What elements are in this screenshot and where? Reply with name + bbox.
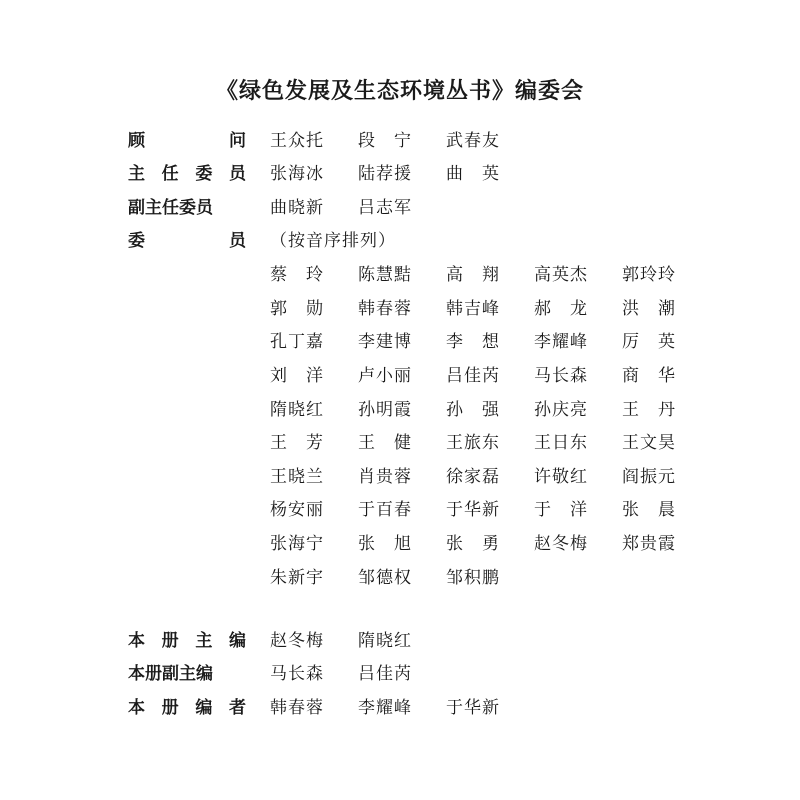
person-name: 马长森 [270,664,324,684]
member-name: 卢小丽 [358,366,412,387]
role-label: 顾 问 [128,131,246,151]
member-name: 于百春 [358,500,412,521]
member-name: 张 旭 [358,534,412,555]
member-row [270,558,710,592]
person-name: 武春友 [446,131,500,151]
member-name: 赵冬梅 [534,534,588,555]
member-name: 隋晓红 [270,399,324,420]
member-name: 于 洋 [534,500,588,521]
role-label: 主 任 委 员 [128,164,246,184]
advisor-row [128,122,534,155]
member-name: 孙 强 [446,399,500,420]
person-name: 王众托 [270,131,324,151]
role-label: 本册副主编 [128,664,213,684]
member-name: 高 翔 [446,265,500,286]
member-name: 于华新 [446,500,500,521]
names-list [270,193,446,218]
member-name: 张 勇 [446,534,500,555]
role-label: 本 册 编 者 [128,698,246,718]
member-name: 李耀峰 [534,332,588,353]
member-row [270,256,710,290]
person-name: 于华新 [446,698,500,718]
member-name: 陈慧黠 [358,265,412,286]
member-name: 刘 洋 [270,366,324,387]
members-row [128,222,396,255]
member-name: 王文昊 [622,433,676,454]
member-name: 孙明霞 [358,399,412,420]
director-row [128,155,534,188]
member-name: 韩吉峰 [446,298,500,319]
names-list [270,693,534,718]
person-name: 陆荐援 [358,164,412,184]
member-name: 郭玲玲 [622,265,676,286]
member-row [270,323,710,357]
member-name: 郑贵霞 [622,534,676,555]
member-name: 张 晨 [622,500,676,521]
member-name: 杨安丽 [270,500,324,521]
member-name: 王旅东 [446,433,500,454]
person-name: 张海冰 [270,164,324,184]
member-name: 洪 潮 [622,298,676,319]
person-name: 曲晓新 [270,198,324,218]
member-row [270,491,710,525]
person-name: 吕佳芮 [358,664,412,684]
member-name: 张海宁 [270,534,324,555]
chief-editor-row [128,622,446,655]
person-name: 李耀峰 [358,698,412,718]
member-name: 徐家磊 [446,466,500,487]
deputy-editor-row [128,655,446,688]
names-list [270,159,534,184]
member-name: 肖贵蓉 [358,466,412,487]
member-name: 马长森 [534,366,588,387]
member-row [270,290,710,324]
names-list [270,659,446,684]
person-name: 段 宁 [358,131,412,151]
page-title: 《绿色发展及生态环境丛书》编委会 [215,78,584,104]
sort-note: （按音序排列） [270,231,396,251]
member-name: 郝 龙 [534,298,588,319]
member-name: 商 华 [622,366,676,387]
member-row [270,525,710,559]
member-name: 厉 英 [622,332,676,353]
member-name: 邹德权 [358,567,412,588]
member-name: 阎振元 [622,466,676,487]
member-name: 蔡 玲 [270,265,324,286]
names-list [270,626,446,651]
person-name: 隋晓红 [358,631,412,651]
member-name: 韩春蓉 [358,298,412,319]
member-name: 邹积鹏 [446,567,500,588]
member-name: 李 想 [446,332,500,353]
member-name: 吕佳芮 [446,366,500,387]
member-name: 王日东 [534,433,588,454]
member-name: 王晓兰 [270,466,324,487]
person-name: 赵冬梅 [270,631,324,651]
member-name: 朱新宇 [270,567,324,588]
member-row [270,458,710,492]
member-name: 郭 勋 [270,298,324,319]
member-name: 许敬红 [534,466,588,487]
authors-row [128,689,534,722]
person-name: 吕志军 [358,198,412,218]
role-label: 委 员 [128,231,246,251]
person-name: 韩春蓉 [270,698,324,718]
member-name: 孔丁嘉 [270,332,324,353]
member-name: 高英杰 [534,265,588,286]
member-row [270,357,710,391]
member-name: 李建博 [358,332,412,353]
member-row [270,424,710,458]
member-row [270,390,710,424]
role-label: 副主任委员 [128,198,213,218]
member-name: 王 芳 [270,433,324,454]
vice-director-row [128,189,446,222]
role-label: 本 册 主 编 [128,631,246,651]
member-name: 王 丹 [622,399,676,420]
names-list [270,126,534,151]
person-name: 曲 英 [446,164,500,184]
member-name: 王 健 [358,433,412,454]
member-name: 孙庆亮 [534,399,588,420]
members-grid [270,256,710,592]
